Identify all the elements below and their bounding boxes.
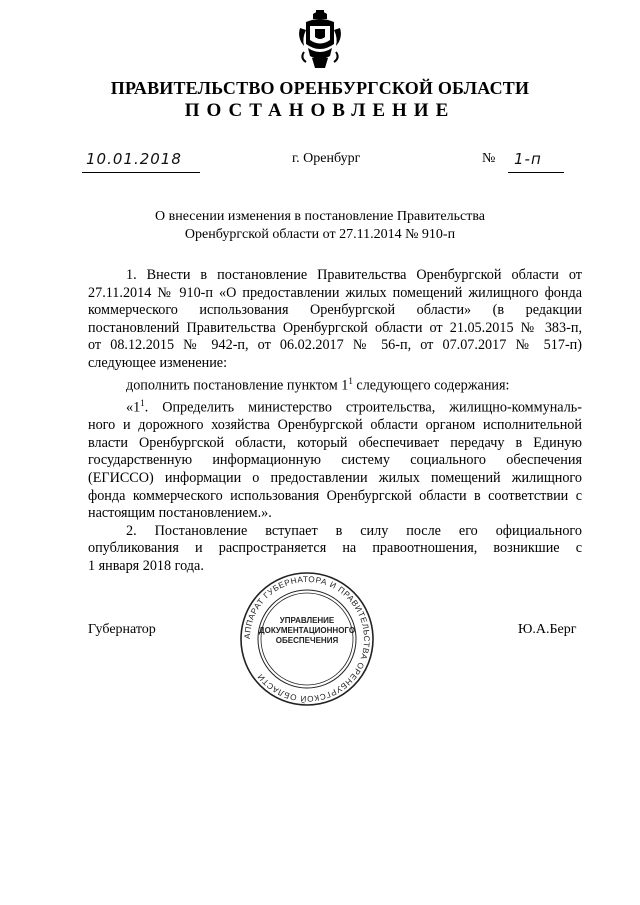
paragraph-line: опубликования и распространяется на правоотношения, возникшие с	[88, 540, 582, 557]
paragraph-line: 1. Внести в постановление Правительства Оренбургской области от	[126, 267, 582, 283]
paragraph-line: 2. Постановление вступает в силу после его официального	[126, 522, 582, 539]
coat-of-arms-icon	[296, 8, 344, 70]
document-date: 10.01.2018	[86, 150, 182, 168]
paragraph-line: ного и дорожного хозяйства Оренбургской области органом исполнительной	[88, 417, 582, 434]
superscript: 1	[348, 375, 353, 386]
amendment-text: дополнить постановление пунктом 1	[126, 377, 349, 394]
paragraph-line: коммерческого использования Оренбургской области» (в редакции	[88, 302, 582, 319]
organization-title: ПРАВИТЕЛЬСТВО ОРЕНБУРГСКОЙ ОБЛАСТИ	[110, 78, 530, 98]
paragraph-line: власти Оренбургской области, который обеспечивает передачу в Единую	[88, 434, 582, 451]
document-number: 1-п	[514, 150, 542, 168]
paragraph-line: 27.11.2014 № 910-п «О предоставлении жилых помещений жилищного фонда	[88, 284, 582, 301]
clause-rest: . Определить министерство строительства, жилищно-коммуналь-	[144, 399, 582, 416]
stamp-line: УПРАВЛЕНИЕ	[279, 616, 335, 625]
document-type: ПОСТАНОВЛЕНИЕ	[184, 100, 456, 121]
superscript: 1	[140, 397, 145, 408]
subject-line: О внесении изменения в постановление Правительства	[155, 209, 485, 224]
stamp-line: ДОКУМЕНТАЦИОННОГО	[258, 626, 356, 635]
stamp-line: ОБЕСПЕЧЕНИЯ	[275, 636, 339, 645]
clause-start: «1	[126, 399, 141, 416]
paragraph-line: (ЕГИССО) информации о предоставлении жилых помещений жилищного	[88, 470, 582, 486]
document-body	[88, 267, 582, 576]
paragraph-line: настоящим постановлением.».	[88, 505, 272, 522]
paragraph-line: от 08.12.2015 № 942-п, от 06.02.2017 № 56-п, от 07.07.2017 № 517-п)	[88, 337, 582, 354]
paragraph-line: государственную информационную систему социального обеспечения	[88, 452, 582, 469]
paragraph-line	[88, 373, 582, 395]
stamp-ring-text: АППАРАТ ГУБЕРНАТОРА И ПРАВИТЕЛЬСТВА ОРЕНБУРГСКОЙ ОБЛАСТИ	[242, 574, 372, 704]
paragraph-line: 1 января 2018 года.	[88, 557, 204, 574]
stamp-center-text	[238, 616, 376, 646]
paragraph-line: следующее изменение:	[88, 354, 228, 371]
paragraph-line: постановлений Правительства Оренбургской области от 21.05.2015 № 383-п,	[88, 319, 582, 336]
number-label: №	[482, 151, 496, 166]
amendment-tail: следующего содержания:	[352, 377, 510, 394]
paragraph-line	[88, 395, 582, 417]
date-underline	[82, 172, 200, 173]
signer-name: Ю.А.Берг	[518, 622, 577, 637]
city: г. Оренбург	[292, 151, 361, 166]
subject-line: Оренбургской области от 27.11.2014 № 910-п	[184, 227, 456, 242]
number-underline	[508, 172, 564, 173]
paragraph-line: фонда коммерческого использования Оренбургской области в соответствии с	[88, 487, 582, 504]
document-subject	[0, 208, 640, 244]
signer-position: Губернатор	[88, 622, 156, 637]
